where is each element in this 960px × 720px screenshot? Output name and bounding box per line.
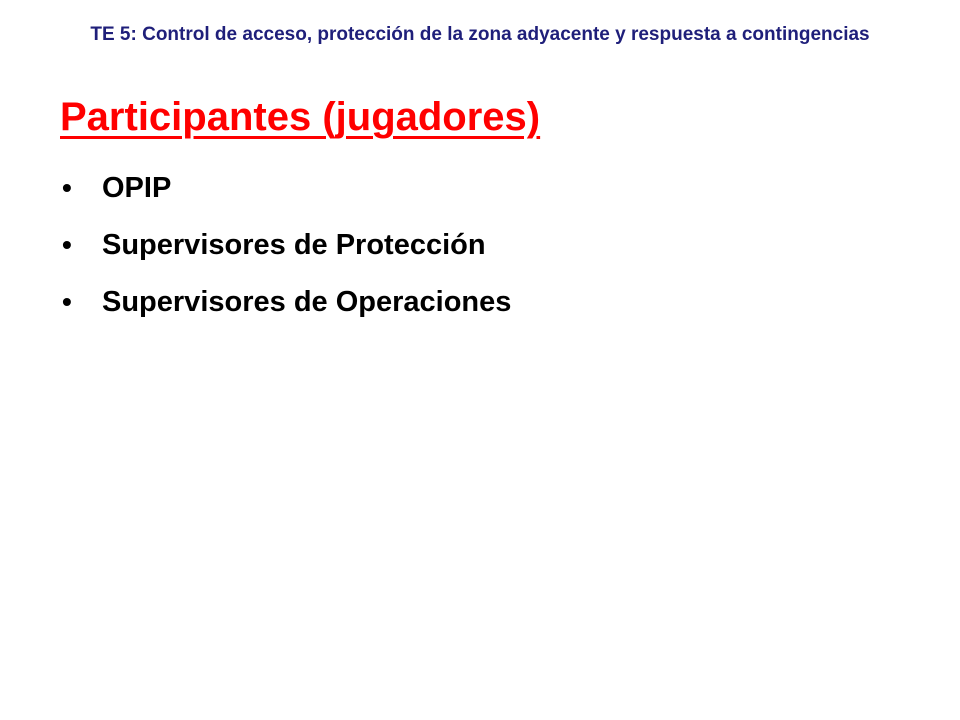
bullet-text: Supervisores de Operaciones bbox=[102, 286, 512, 318]
bullet-dot-icon: • bbox=[62, 286, 72, 317]
slide-title: Participantes (jugadores) bbox=[60, 95, 541, 139]
bullet-item bbox=[62, 286, 511, 343]
bullet-item bbox=[62, 172, 511, 229]
bullet-text: Supervisores de Protección bbox=[102, 229, 486, 261]
bullet-dot-icon: • bbox=[62, 229, 72, 260]
slide-header: TE 5: Control de acceso, protección de la zona adyacente y respuesta a contingencias bbox=[90, 24, 870, 45]
bullet-item bbox=[62, 229, 511, 286]
bullet-list bbox=[62, 172, 511, 343]
bullet-text: OPIP bbox=[102, 172, 172, 204]
bullet-dot-icon: • bbox=[62, 172, 72, 203]
